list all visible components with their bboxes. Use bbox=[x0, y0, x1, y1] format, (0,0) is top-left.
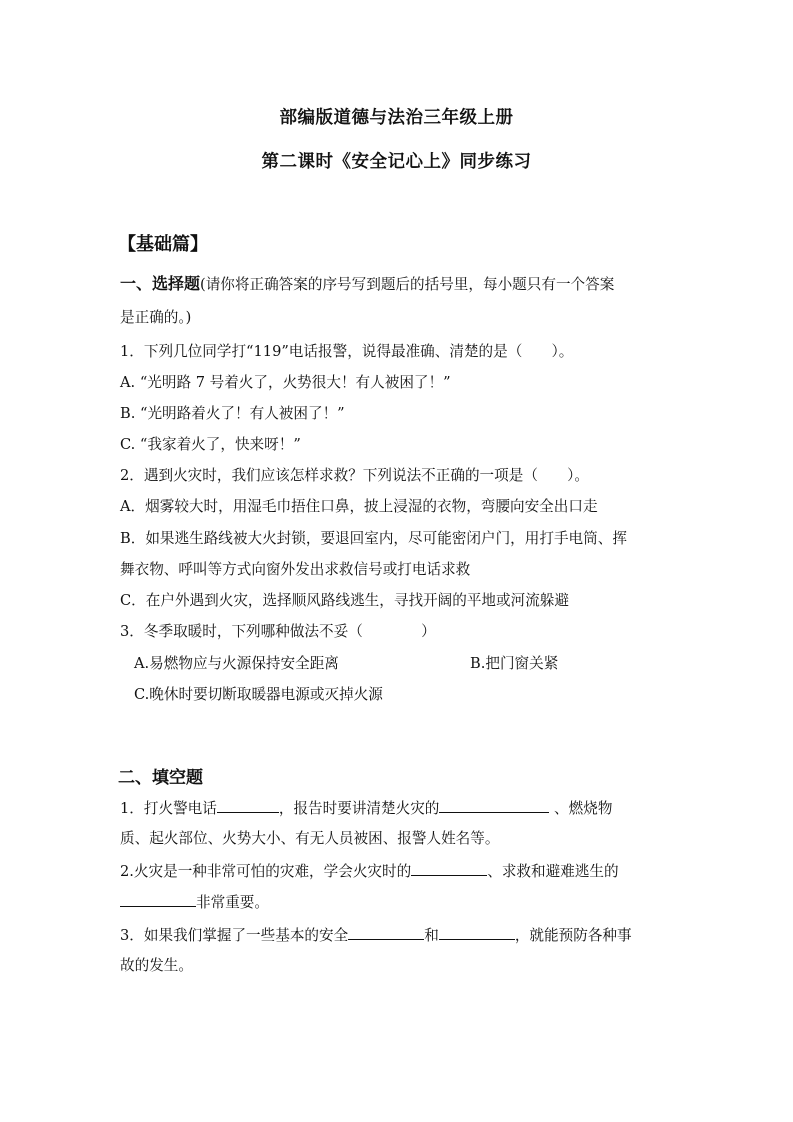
q1-option-a: A. “光明路 7 号着火了，火势很大！有人被困了！” bbox=[120, 374, 451, 391]
fill-q3-cont: 故的发生。 bbox=[120, 957, 193, 974]
q3-option-c: C.晚休时要切断取暖器电源或灭掉火源 bbox=[134, 686, 383, 703]
fill-q2-text-2: 、求救和避难逃生的 bbox=[487, 863, 619, 880]
q2-stem: 2．遇到火灾时，我们应该怎样求救？下列说法不正确的一项是（ ）。 bbox=[120, 467, 589, 484]
fill-q2-text-3: 非常重要。 bbox=[196, 894, 269, 911]
fill-blank[interactable] bbox=[439, 798, 549, 813]
q2-option-c: C．在户外遇到火灾，选择顺风路线逃生，寻找开阔的平地或河流躲避 bbox=[120, 592, 569, 609]
choice-instruction-cont: 是正确的。) bbox=[120, 309, 192, 326]
fill-blank[interactable] bbox=[439, 925, 515, 940]
q2-option-b: B．如果逃生路线被大火封锁，要退回室内，尽可能密闭户门，用打手电筒、挥 bbox=[120, 530, 627, 547]
fill-blank[interactable] bbox=[411, 861, 487, 876]
fill-q3-text-1: 3．如果我们掌握了一些基本的安全 bbox=[120, 927, 349, 944]
q3-option-a: A.易燃物应与火源保持安全距离 bbox=[134, 655, 339, 672]
fill-blank[interactable] bbox=[120, 892, 196, 907]
fill-q1-text-1: 1．打火警电话 bbox=[120, 800, 217, 817]
page-title: 部编版道德与法治三年级上册 bbox=[279, 108, 514, 128]
fill-q2-cont bbox=[120, 892, 269, 913]
q1-stem: 1．下列几位同学打“119”电话报警，说得最准确、清楚的是（ ）。 bbox=[120, 343, 574, 360]
fill-q2-text-1: 2.火灾是一种非常可怕的灾难，学会火灾时的 bbox=[120, 863, 412, 880]
page-subtitle: 第二课时《安全记心上》同步练习 bbox=[261, 152, 532, 172]
fill-blank[interactable] bbox=[217, 798, 279, 813]
q3-option-b: B.把门窗关紧 bbox=[470, 655, 559, 672]
choice-instruction: (请你将正确答案的序号写到题后的括号里，每小题只有一个答案 bbox=[200, 276, 615, 293]
choice-section-heading: 一、选择题 bbox=[120, 274, 201, 293]
q2-option-b-cont: 舞衣物、呼叫等方式向窗外发出求救信号或打电话求救 bbox=[120, 561, 471, 578]
q1-option-b: B. “光明路着火了！有人被困了！” bbox=[120, 405, 345, 422]
fill-blank[interactable] bbox=[348, 925, 424, 940]
fill-q1-text-3: 、燃烧物 bbox=[554, 800, 613, 817]
q3-stem: 3．冬季取暖时，下列哪种做法不妥（ ） bbox=[120, 623, 436, 640]
fill-section-heading: 二、填空题 bbox=[118, 768, 203, 788]
fill-q3 bbox=[120, 925, 632, 946]
fill-q1 bbox=[120, 798, 612, 819]
fill-q1-cont: 质、起火部位、火势大小、有无人员被困、报警人姓名等。 bbox=[120, 830, 500, 847]
fill-q1-text-2: ，报告时要讲清楚火灾的 bbox=[278, 800, 440, 817]
fill-q3-text-2: 和 bbox=[424, 927, 439, 944]
q2-option-a: A．烟雾较大时，用湿毛巾捂住口鼻，披上浸湿的衣物，弯腰向安全出口走 bbox=[120, 498, 598, 515]
fill-q2 bbox=[120, 861, 619, 882]
choice-section-intro bbox=[120, 274, 614, 295]
q1-option-c: C. “我家着火了，快来呀！” bbox=[120, 436, 301, 453]
basic-section-heading: 【基础篇】 bbox=[118, 234, 208, 255]
fill-q3-text-3: ，就能预防各种事 bbox=[514, 927, 632, 944]
